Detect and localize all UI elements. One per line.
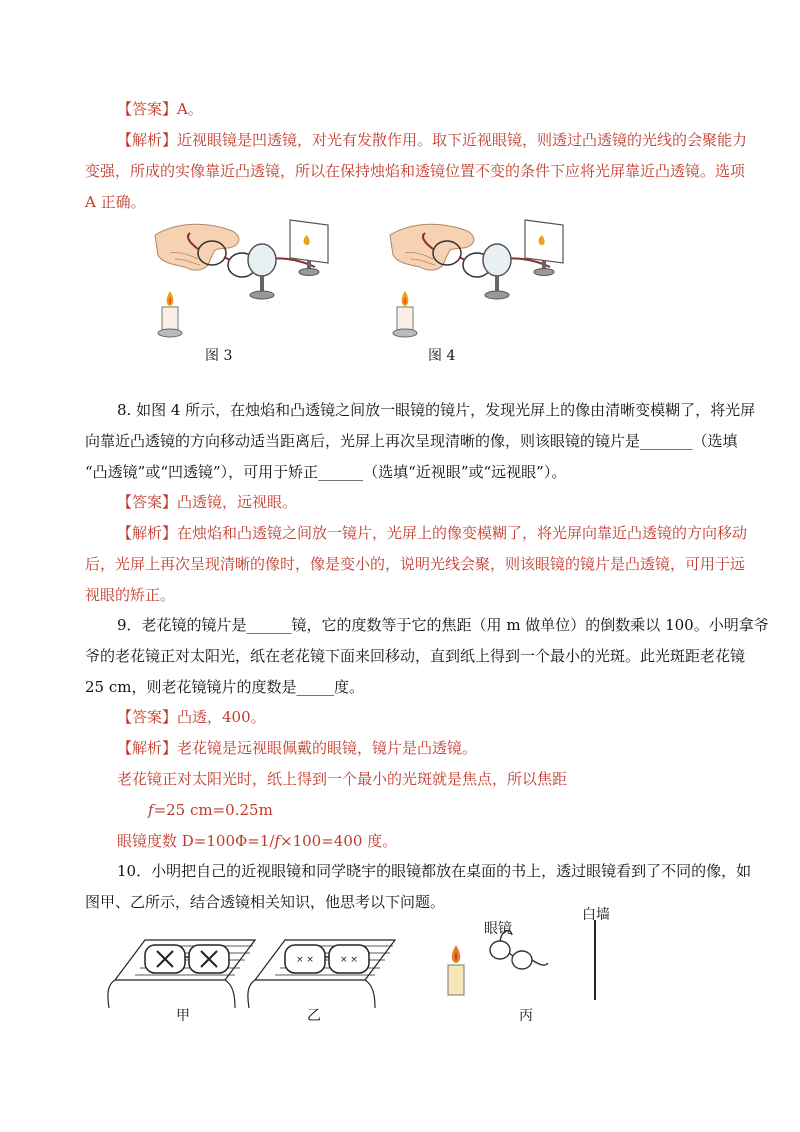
q8-line-2: 向靠近凸透镜的方向移动适当距离后，光屏上再次呈现清晰的像，则该眼镜的镜片是_______（选填 [85, 432, 738, 450]
q9-answer [117, 707, 266, 727]
figure-3-illustration [150, 215, 330, 345]
figure-yi-label: 乙 [307, 1008, 321, 1024]
q9-line-1: 9．老花镜的镜片是______镜，它的度数等于它的焦距（用 m 做单位）的倒数乘以 100。小明拿爷 [117, 616, 769, 634]
q8-analysis-line-1 [117, 523, 747, 543]
q7-analysis-line-2: 变强，所成的实像靠近凸透镜，所以在保持烛焰和透镜位置不变的条件下应将光屏靠近凸透镜。选项 [85, 162, 746, 180]
analysis-label: 【解析】 [117, 131, 178, 149]
glasses-label: 眼镜 [484, 921, 512, 937]
figure-4-caption: 图 4 [428, 348, 456, 364]
figure-4-illustration [385, 215, 565, 345]
figure-jia-label: 甲 [176, 1008, 190, 1024]
answer-text: A。 [177, 100, 203, 118]
figure-bing-label: 丙 [519, 1008, 533, 1024]
analysis-text: 近视眼镜是凹透镜，对光有发散作用。取下近视眼镜，则透过凸透镜的光线的会聚能力 [177, 131, 748, 149]
q8-line-1: 8. 如图 4 所示，在烛焰和凸透镜之间放一眼镜的镜片，发现光屏上的像由清晰变模糊了，将光屏 [117, 401, 756, 419]
q9-degree-formula [117, 831, 397, 851]
figure-yi-book-glasses [245, 920, 395, 1010]
wall-label: 白墙 [582, 907, 610, 923]
figure-3-caption: 图 3 [205, 348, 233, 364]
q9-analysis-line-2: 老花镜正对太阳光时，纸上得到一个最小的光斑就是焦点，所以焦距 [117, 770, 568, 788]
figure-jia-book-glasses [105, 920, 255, 1010]
q8-analysis-line-3: 视眼的矫正。 [85, 586, 176, 604]
degree-formula-pre: 眼镜度数 D=100Φ=1/ [117, 832, 275, 850]
q7-analysis-line-1 [117, 130, 747, 150]
degree-formula-post: ×100=400 度。 [280, 832, 398, 850]
focal-variable: f [148, 801, 154, 819]
focal-value: =25 cm=0.25m [153, 801, 273, 819]
q9-analysis-line-1 [117, 738, 477, 758]
q8-analysis-line-2: 后，光屏上再次呈现清晰的像时，像是变小的，说明光线会聚，则该眼镜的镜片是凸透镜，可用于远 [85, 555, 746, 573]
answer-text: 凸透，400。 [177, 708, 266, 726]
q8-line-3: “凸透镜”或“凹透镜”），可用于矫正______（选填“近视眼”或“远视眼”）。 [85, 463, 567, 481]
svg-text:× ×: × × [340, 955, 358, 965]
q8-answer [117, 492, 297, 512]
answer-label: 【答案】 [117, 708, 178, 726]
svg-text:× ×: × × [296, 955, 314, 965]
answer-label: 【答案】 [117, 493, 178, 511]
answer-text: 凸透镜，远视眼。 [177, 493, 298, 511]
q7-answer [117, 99, 203, 119]
q9-focal-length [148, 800, 273, 820]
q10-line-1: 10．小明把自己的近视眼镜和同学晓宇的眼镜都放在桌面的书上，透过眼镜看到了不同的像，如 [117, 862, 752, 880]
q7-analysis-line-3: A 正确。 [85, 193, 146, 211]
analysis-label: 【解析】 [117, 739, 178, 757]
q10-line-2: 图甲、乙所示，结合透镜相关知识，他思考以下问题。 [85, 893, 446, 911]
analysis-text: 在烛焰和凸透镜之间放一镜片，光屏上的像变模糊了，将光屏向靠近凸透镜的方向移动 [177, 524, 748, 542]
degree-formula-var: f [274, 832, 281, 850]
answer-label: 【答案】 [117, 100, 178, 118]
q9-line-2: 爷的老花镜正对太阳光，纸在老花镜下面来回移动，直到纸上得到一个最小的光斑。此光斑距老花镜 [85, 647, 746, 665]
q9-line-3: 25 cm，则老花镜镜片的度数是_____度。 [85, 678, 364, 696]
analysis-label: 【解析】 [117, 524, 178, 542]
analysis-text: 老花镜是远视眼佩戴的眼镜，镜片是凸透镜。 [177, 739, 478, 757]
